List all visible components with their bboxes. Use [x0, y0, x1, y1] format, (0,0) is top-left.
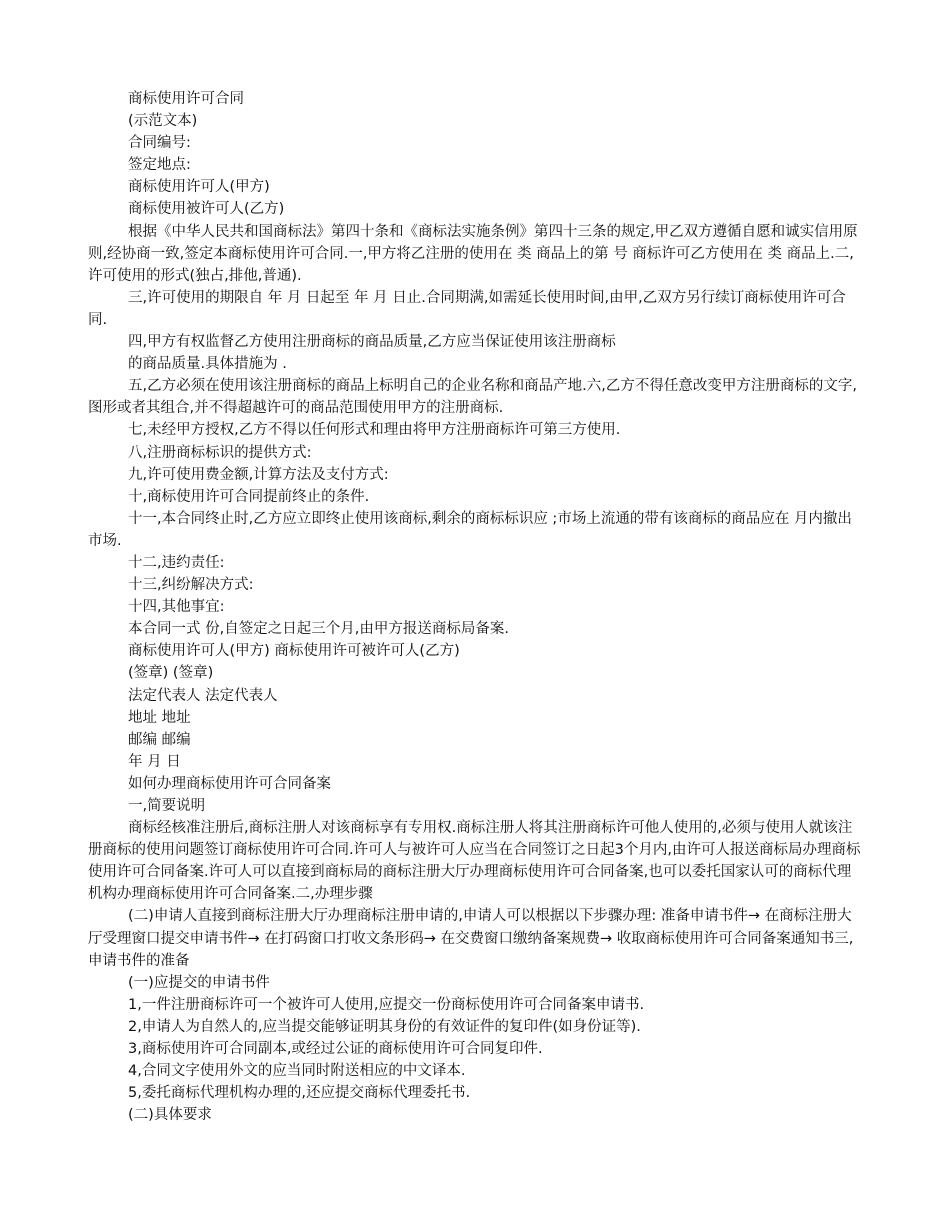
document-paragraph: 商标使用被许可人(乙方) [128, 201, 285, 218]
document-body [88, 88, 862, 1126]
document-paragraph: 签定地点: [128, 157, 191, 174]
document-paragraph: 根据《中华人民共和国商标法》第四十条和《商标法实施条例》第四十三条的规定,甲乙双方遵循自愿和诚实信用原则,经协商一致,签定本商标使用许可合同.一,甲方将乙注册的使用在 类 商品上的第 号 商标许可乙方使用在 类 商品上.二,许可使用的形式(独占,排他,普通). [88, 223, 858, 284]
document-paragraph: 五,乙方必须在使用该注册商标的商品上标明自己的企业名称和商品产地.六,乙方不得任意改变甲方注册商标的文字,图形或者其组合,并不得超越许可的商品范围使用甲方的注册商标. [88, 378, 857, 417]
document-paragraph: (二)具体要求 [128, 1107, 212, 1124]
document-paragraph: 法定代表人 法定代表人 [128, 687, 278, 704]
document-paragraph: 十三,纠纷解决方式: [128, 577, 254, 594]
document-paragraph: 商标使用许可合同 [128, 91, 244, 107]
document-paragraph: 商标使用许可人(甲方) 商标使用许可被许可人(乙方) [128, 643, 460, 660]
document-paragraph: 九,许可使用费金额,计算方法及支付方式: [128, 466, 389, 483]
document-paragraph: 本合同一式 份,自签定之日起三个月,由甲方报送商标局备案. [128, 621, 509, 638]
document-paragraph: 的商品质量.具体措施为 . [128, 356, 287, 373]
document-paragraph: 商标经核准注册后,商标注册人对该商标享有专用权.商标注册人将其注册商标许可他人使用的,必须与使用人就该注册商标的使用问题签订商标使用许可合同.许可人与被许可人应当在合同签订之日起3个月内,由许可人报送商标局办理商标使用许可合同备案.许可人可以直接到商标局的商标注册大厅办理商标使用许可合同备案,也可以委托国家认可的商标代理机构办理商标使用许可合同备案.二,办理步骤 [88, 820, 861, 903]
document-paragraph: (示范文本) [128, 113, 198, 130]
document-paragraph: 十,商标使用许可合同提前终止的条件. [128, 488, 370, 505]
document-paragraph: 5,委托商标代理机构办理的,还应提交商标代理委托书. [128, 1085, 471, 1102]
document-paragraph: (一)应提交的申请书件 [128, 974, 270, 991]
document-paragraph: 四,甲方有权监督乙方使用注册商标的商品质量,乙方应当保证使用该注册商标 [128, 334, 616, 351]
document-paragraph: 十一,本合同终止时,乙方应立即终止使用该商标,剩余的商标标识应 ;市场上流通的带有该商标的商品应在 月内撤出市场. [88, 510, 852, 549]
document-paragraph: 年 月 日 [128, 753, 181, 770]
document-paragraph: 十二,违约责任: [128, 554, 225, 571]
document-paragraph: 一,简要说明 [128, 798, 206, 814]
document-paragraph: 邮编 邮编 [128, 731, 191, 748]
document-paragraph: 2,申请人为自然人的,应当提交能够证明其身份的有效证件的复印件(如身份证等). [128, 1018, 641, 1035]
document-paragraph: 3,商标使用许可合同副本,或经过公证的商标使用许可合同复印件. [128, 1041, 543, 1058]
document-paragraph: 商标使用许可人(甲方) [128, 179, 270, 196]
document-paragraph: 如何办理商标使用许可合同备案 [128, 775, 331, 792]
document-paragraph: 合同编号: [128, 135, 191, 152]
document-paragraph: 三,许可使用的期限自 年 月 日起至 年 月 日止.合同期满,如需延长使用时间,由甲,乙双方另行续订商标使用许可合同. [88, 289, 846, 328]
document-paragraph: 地址 地址 [128, 709, 191, 726]
document-paragraph: 七,未经甲方授权,乙方不得以任何形式和理由将甲方注册商标许可第三方使用. [128, 422, 621, 439]
document-paragraph: 十四,其他事宜: [128, 599, 225, 616]
document-paragraph: (二)申请人直接到商标注册大厅办理商标注册申请的,申请人可以根据以下步骤办理: 准备申请书件→ 在商标注册大厅受理窗口提交申请书件→ 在打码窗口打收文条形码→ 在交费窗口缴纳备案规费→ 收取商标使用许可合同备案通知书三,申请书件的准备 [88, 908, 854, 969]
document-paragraph: 1,一件注册商标许可一个被许可人使用,应提交一份商标使用许可合同备案申请书. [128, 996, 645, 1013]
document-paragraph: (签章) (签章) [128, 665, 214, 682]
document-paragraph: 八,注册商标标识的提供方式: [128, 444, 312, 461]
document-paragraph: 4,合同文字使用外文的应当同时附送相应的中文译本. [128, 1063, 466, 1080]
